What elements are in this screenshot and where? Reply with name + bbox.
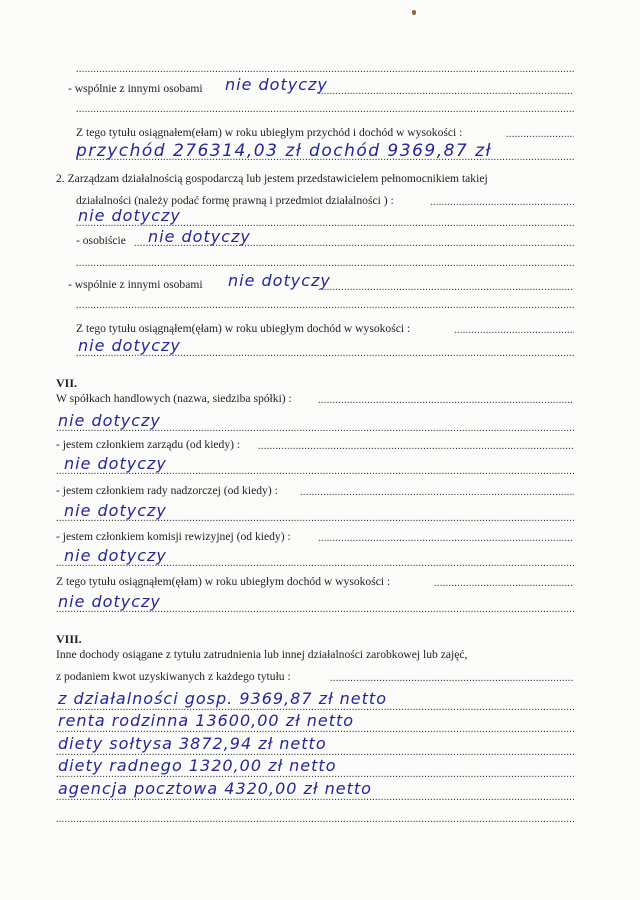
dotted-line: [318, 533, 574, 545]
dotted-line: [56, 792, 574, 804]
handwritten-answer: nie dotyczy: [58, 592, 161, 611]
dotted-line: [76, 152, 574, 164]
handwritten-answer: nie dotyczy: [78, 206, 181, 225]
other-income-line2: z podaniem kwot uzyskiwanych z każdego tytułu :: [56, 670, 291, 683]
handwritten-answer: nie dotyczy: [64, 454, 167, 473]
dotted-line: [56, 466, 574, 478]
item2-line2: działalności (należy podać formę prawną i przedmiot działalności ) :: [76, 194, 394, 207]
section-heading: VIII.: [56, 632, 82, 646]
dotted-line: [56, 558, 574, 570]
handwritten-answer: nie dotyczy: [225, 75, 328, 94]
dotted-line: [76, 300, 574, 312]
dotted-line: [454, 325, 574, 337]
board-label: - jestem członkiem zarządu (od kiedy) :: [56, 438, 241, 451]
dotted-line: [318, 282, 574, 294]
handwritten-answer: nie dotyczy: [64, 546, 167, 565]
dotted-line: [76, 348, 574, 360]
dotted-line: [506, 129, 574, 141]
handwritten-answer: nie dotyczy: [148, 227, 251, 246]
dotted-line: [56, 604, 574, 616]
income-entry: diety radnego 1320,00 zł netto: [58, 756, 337, 775]
dotted-line: [330, 673, 574, 685]
income-entry: agencja pocztowa 4320,00 zł netto: [58, 779, 372, 798]
jointly-label: - wspólnie z innymi osobami: [68, 82, 203, 95]
companies-label: W spółkach handlowych (nazwa, siedziba spółki) :: [56, 392, 292, 405]
supervisory-label: - jestem członkiem rady nadzorczej (od kiedy) :: [56, 484, 278, 497]
dotted-line: [430, 197, 574, 209]
income-label: Z tego tytułu osiągnałem(ełam) w roku ubiegłym przychód i dochód w wysokości :: [76, 126, 463, 139]
handwritten-answer: nie dotyczy: [58, 411, 161, 430]
section-heading: VII.: [56, 376, 78, 390]
dotted-line: [76, 104, 574, 116]
income-entry: diety sołtysa 3872,94 zł netto: [58, 734, 327, 753]
dotted-line: [318, 86, 574, 98]
handwritten-answer: nie dotyczy: [64, 501, 167, 520]
dotted-line: [56, 814, 574, 826]
income-label: Z tego tytułu osiągnąłem(ęłam) w roku ubiegłym dochód w wysokości :: [76, 322, 411, 335]
income-entry: renta rodzinna 13600,00 zł netto: [58, 711, 355, 730]
audit-label: - jestem członkiem komisji rewizyjnej (od kiedy) :: [56, 530, 291, 543]
dotted-line: [56, 423, 574, 435]
dotted-line: [56, 513, 574, 525]
item2-line1: 2. Zarządzam działalnością gospodarczą lub jestem przedstawicielem pełnomocnikiem takiej: [56, 172, 488, 185]
handwritten-answer: przychód 276314,03 zł dochód 9369,87 zł: [76, 141, 492, 161]
personally-label: - osobiście: [76, 234, 126, 247]
dotted-line: [434, 578, 574, 590]
dotted-line: [76, 258, 574, 270]
handwritten-answer: nie dotyczy: [228, 271, 331, 290]
dotted-line: [300, 487, 574, 499]
jointly-label: - wspólnie z innymi osobami: [68, 278, 203, 291]
other-income-line1: Inne dochody osiągane z tytułu zatrudnienia lub innej działalności zarobkowej lub zajęć,: [56, 648, 468, 661]
income-entry: z działalności gosp. 9369,87 zł netto: [58, 689, 387, 708]
income-label: Z tego tytułu osiągnąłem(ęłam) w roku ubiegłym dochód w wysokości :: [56, 575, 391, 588]
dotted-line: [258, 441, 574, 453]
paper-speck: [412, 10, 416, 15]
dotted-line: [318, 395, 574, 407]
handwritten-answer: nie dotyczy: [78, 336, 181, 355]
